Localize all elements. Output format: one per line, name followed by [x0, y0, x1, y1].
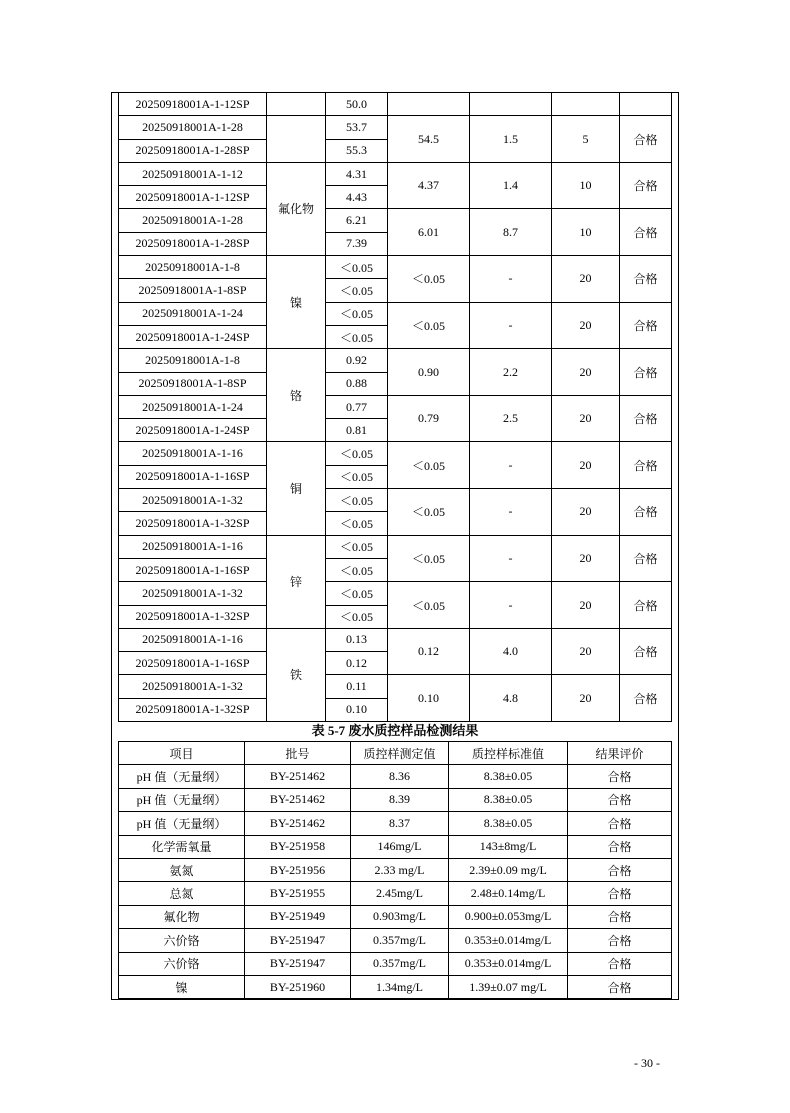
measured-cell: 1.34mg/L	[351, 975, 449, 998]
measured-value-cell: 4.31	[326, 162, 388, 185]
deviation-cell: 1.4	[470, 162, 552, 209]
batch-cell: BY-251960	[245, 975, 351, 998]
deviation-cell: -	[470, 582, 552, 629]
table-row	[119, 858, 672, 881]
mean-value-cell: 0.12	[388, 628, 470, 675]
evaluation-cell: 合格	[620, 162, 672, 209]
deviation-cell: -	[470, 256, 552, 303]
sample-id-cell: 20250918001A-1-32	[119, 582, 267, 605]
sample-id-cell: 20250918001A-1-32	[119, 675, 267, 698]
analyte-cell: 铁	[267, 628, 326, 721]
limit-cell: 20	[552, 349, 620, 396]
table-row	[119, 93, 672, 116]
empty-cell	[470, 93, 552, 116]
measured-value-cell: ＜0.05	[326, 558, 388, 581]
column-header: 质控样测定值	[351, 742, 449, 765]
table-row	[119, 788, 672, 811]
measured-value-cell: ＜0.05	[326, 535, 388, 558]
item-cell: pH 值（无量纲）	[119, 765, 245, 788]
sample-id-cell: 20250918001A-1-16SP	[119, 465, 267, 488]
sample-id-cell: 20250918001A-1-12	[119, 162, 267, 185]
mean-value-cell: 0.90	[388, 349, 470, 396]
sample-id-cell: 20250918001A-1-8	[119, 349, 267, 372]
table-row	[119, 675, 672, 698]
item-cell: 六价铬	[119, 929, 245, 952]
evaluation-cell: 合格	[620, 582, 672, 629]
item-cell: 六价铬	[119, 952, 245, 975]
mean-value-cell: 0.79	[388, 395, 470, 442]
batch-cell: BY-251947	[245, 929, 351, 952]
batch-cell: BY-251949	[245, 905, 351, 928]
evaluation-cell: 合格	[568, 812, 672, 835]
column-header: 质控样标准值	[449, 742, 568, 765]
table-row	[119, 905, 672, 928]
limit-cell: 20	[552, 489, 620, 536]
analyte-cell: 铬	[267, 349, 326, 442]
mean-value-cell: ＜0.05	[388, 535, 470, 582]
measured-cell: 8.37	[351, 812, 449, 835]
evaluation-cell: 合格	[620, 349, 672, 396]
standard-cell: 143±8mg/L	[449, 835, 568, 858]
evaluation-cell: 合格	[620, 116, 672, 163]
table-caption: 表 5-7 废水质控样品检测结果	[311, 723, 479, 738]
mean-value-cell: 54.5	[388, 116, 470, 163]
measured-value-cell: ＜0.05	[326, 302, 388, 325]
item-cell: 氟化物	[119, 905, 245, 928]
mean-value-cell: 0.10	[388, 675, 470, 722]
measured-value-cell: 7.39	[326, 232, 388, 255]
standard-cell: 8.38±0.05	[449, 788, 568, 811]
column-header: 项目	[119, 742, 245, 765]
standard-cell: 8.38±0.05	[449, 765, 568, 788]
qc-sample-table	[118, 741, 672, 999]
table-row	[119, 489, 672, 512]
evaluation-cell: 合格	[568, 905, 672, 928]
limit-cell: 10	[552, 209, 620, 256]
standard-cell: 1.39±0.07 mg/L	[449, 975, 568, 998]
table-row	[119, 442, 672, 465]
evaluation-cell: 合格	[568, 952, 672, 975]
measured-value-cell: ＜0.05	[326, 512, 388, 535]
deviation-cell: -	[470, 302, 552, 349]
measured-value-cell: 53.7	[326, 116, 388, 139]
limit-cell: 5	[552, 116, 620, 163]
measured-cell: 2.33 mg/L	[351, 858, 449, 881]
batch-cell: BY-251958	[245, 835, 351, 858]
table-row	[119, 765, 672, 788]
batch-cell: BY-251956	[245, 858, 351, 881]
evaluation-cell: 合格	[568, 765, 672, 788]
evaluation-cell: 合格	[620, 442, 672, 489]
limit-cell: 20	[552, 256, 620, 303]
sample-id-cell: 20250918001A-1-28	[119, 209, 267, 232]
evaluation-cell: 合格	[620, 675, 672, 722]
limit-cell: 20	[552, 535, 620, 582]
measured-value-cell: 50.0	[326, 93, 388, 116]
column-header: 结果评价	[568, 742, 672, 765]
measured-value-cell: 0.92	[326, 349, 388, 372]
evaluation-cell: 合格	[568, 882, 672, 905]
column-header: 批号	[245, 742, 351, 765]
sample-id-cell: 20250918001A-1-24SP	[119, 325, 267, 348]
standard-cell: 8.38±0.05	[449, 812, 568, 835]
deviation-cell: 4.0	[470, 628, 552, 675]
measured-cell: 8.36	[351, 765, 449, 788]
measured-value-cell: ＜0.05	[326, 442, 388, 465]
measured-value-cell: ＜0.05	[326, 582, 388, 605]
measured-value-cell: 0.11	[326, 675, 388, 698]
table-row	[119, 209, 672, 232]
standard-cell: 2.48±0.14mg/L	[449, 882, 568, 905]
evaluation-cell: 合格	[620, 628, 672, 675]
standard-cell: 0.353±0.014mg/L	[449, 929, 568, 952]
sample-id-cell: 20250918001A-1-12SP	[119, 93, 267, 116]
empty-cell	[552, 93, 620, 116]
deviation-cell: 2.5	[470, 395, 552, 442]
evaluation-cell: 合格	[568, 858, 672, 881]
mean-value-cell: ＜0.05	[388, 302, 470, 349]
batch-cell: BY-251462	[245, 765, 351, 788]
sample-id-cell: 20250918001A-1-24	[119, 395, 267, 418]
sample-id-cell: 20250918001A-1-24SP	[119, 419, 267, 442]
evaluation-cell: 合格	[568, 835, 672, 858]
table-row	[119, 582, 672, 605]
analyte-cell: 锌	[267, 535, 326, 628]
sample-id-cell: 20250918001A-1-16	[119, 628, 267, 651]
limit-cell: 20	[552, 675, 620, 722]
mean-value-cell: 6.01	[388, 209, 470, 256]
measured-value-cell: 55.3	[326, 139, 388, 162]
item-cell: 镍	[119, 975, 245, 998]
measured-cell: 2.45mg/L	[351, 882, 449, 905]
table-row	[119, 162, 672, 185]
standard-cell: 0.900±0.053mg/L	[449, 905, 568, 928]
evaluation-cell: 合格	[620, 489, 672, 536]
deviation-cell: -	[470, 489, 552, 536]
empty-cell	[620, 93, 672, 116]
table-row	[119, 835, 672, 858]
sample-id-cell: 20250918001A-1-24	[119, 302, 267, 325]
measured-cell: 0.357mg/L	[351, 952, 449, 975]
duplicate-sample-table	[118, 92, 672, 722]
measured-value-cell: 0.12	[326, 652, 388, 675]
item-cell: 氨氮	[119, 858, 245, 881]
evaluation-cell: 合格	[568, 788, 672, 811]
measured-value-cell: 6.21	[326, 209, 388, 232]
evaluation-cell: 合格	[568, 929, 672, 952]
table-row	[119, 882, 672, 905]
sample-id-cell: 20250918001A-1-16SP	[119, 652, 267, 675]
item-cell: pH 值（无量纲）	[119, 812, 245, 835]
batch-cell: BY-251947	[245, 952, 351, 975]
page-number: - 30 -	[634, 1056, 660, 1070]
sample-id-cell: 20250918001A-1-28	[119, 116, 267, 139]
measured-value-cell: ＜0.05	[326, 279, 388, 302]
analyte-cell: 氟化物	[267, 162, 326, 255]
measured-value-cell: 0.88	[326, 372, 388, 395]
sample-id-cell: 20250918001A-1-32	[119, 489, 267, 512]
sample-id-cell: 20250918001A-1-28SP	[119, 139, 267, 162]
table-row	[119, 349, 672, 372]
limit-cell: 20	[552, 628, 620, 675]
sample-id-cell: 20250918001A-1-16	[119, 442, 267, 465]
table-header-row	[119, 742, 672, 765]
table-row	[119, 256, 672, 279]
analyte-cell: 镍	[267, 256, 326, 349]
measured-value-cell: ＜0.05	[326, 325, 388, 348]
table-row	[119, 812, 672, 835]
measured-value-cell: 0.77	[326, 395, 388, 418]
measured-value-cell: 4.43	[326, 186, 388, 209]
sample-id-cell: 20250918001A-1-16SP	[119, 558, 267, 581]
table-row	[119, 302, 672, 325]
analyte-cell: 铜	[267, 442, 326, 535]
sample-id-cell: 20250918001A-1-12SP	[119, 186, 267, 209]
item-cell: pH 值（无量纲）	[119, 788, 245, 811]
limit-cell: 20	[552, 302, 620, 349]
sample-id-cell: 20250918001A-1-32SP	[119, 698, 267, 721]
deviation-cell: 8.7	[470, 209, 552, 256]
table-row	[119, 395, 672, 418]
sample-id-cell: 20250918001A-1-32SP	[119, 605, 267, 628]
mean-value-cell: ＜0.05	[388, 256, 470, 303]
measured-value-cell: ＜0.05	[326, 465, 388, 488]
batch-cell: BY-251955	[245, 882, 351, 905]
measured-cell: 8.39	[351, 788, 449, 811]
limit-cell: 10	[552, 162, 620, 209]
sample-id-cell: 20250918001A-1-8	[119, 256, 267, 279]
evaluation-cell: 合格	[620, 256, 672, 303]
table-row	[119, 535, 672, 558]
evaluation-cell: 合格	[620, 302, 672, 349]
sample-id-cell: 20250918001A-1-32SP	[119, 512, 267, 535]
table-row	[119, 628, 672, 651]
table-row	[119, 975, 672, 998]
deviation-cell: 2.2	[470, 349, 552, 396]
deviation-cell: -	[470, 442, 552, 489]
batch-cell: BY-251462	[245, 788, 351, 811]
mean-value-cell: ＜0.05	[388, 489, 470, 536]
measured-value-cell: ＜0.05	[326, 605, 388, 628]
sample-id-cell: 20250918001A-1-8SP	[119, 279, 267, 302]
evaluation-cell: 合格	[620, 395, 672, 442]
mean-value-cell: 4.37	[388, 162, 470, 209]
measured-value-cell: 0.13	[326, 628, 388, 651]
standard-cell: 0.353±0.014mg/L	[449, 952, 568, 975]
limit-cell: 20	[552, 582, 620, 629]
evaluation-cell: 合格	[568, 975, 672, 998]
measured-cell: 146mg/L	[351, 835, 449, 858]
table-row	[119, 952, 672, 975]
measured-value-cell: ＜0.05	[326, 489, 388, 512]
measured-cell: 0.357mg/L	[351, 929, 449, 952]
item-cell: 总氮	[119, 882, 245, 905]
limit-cell: 20	[552, 395, 620, 442]
measured-value-cell: 0.81	[326, 419, 388, 442]
sample-id-cell: 20250918001A-1-28SP	[119, 232, 267, 255]
analyte-cell	[267, 93, 326, 116]
measured-cell: 0.903mg/L	[351, 905, 449, 928]
batch-cell: BY-251462	[245, 812, 351, 835]
sample-id-cell: 20250918001A-1-8SP	[119, 372, 267, 395]
table-row	[119, 116, 672, 139]
analyte-cell	[267, 116, 326, 163]
sample-id-cell: 20250918001A-1-16	[119, 535, 267, 558]
evaluation-cell: 合格	[620, 209, 672, 256]
item-cell: 化学需氧量	[119, 835, 245, 858]
mean-value-cell: ＜0.05	[388, 582, 470, 629]
deviation-cell: 1.5	[470, 116, 552, 163]
empty-cell	[388, 93, 470, 116]
measured-value-cell: ＜0.05	[326, 256, 388, 279]
deviation-cell: 4.8	[470, 675, 552, 722]
standard-cell: 2.39±0.09 mg/L	[449, 858, 568, 881]
measured-value-cell: 0.10	[326, 698, 388, 721]
limit-cell: 20	[552, 442, 620, 489]
deviation-cell: -	[470, 535, 552, 582]
table-row	[119, 929, 672, 952]
evaluation-cell: 合格	[620, 535, 672, 582]
mean-value-cell: ＜0.05	[388, 442, 470, 489]
